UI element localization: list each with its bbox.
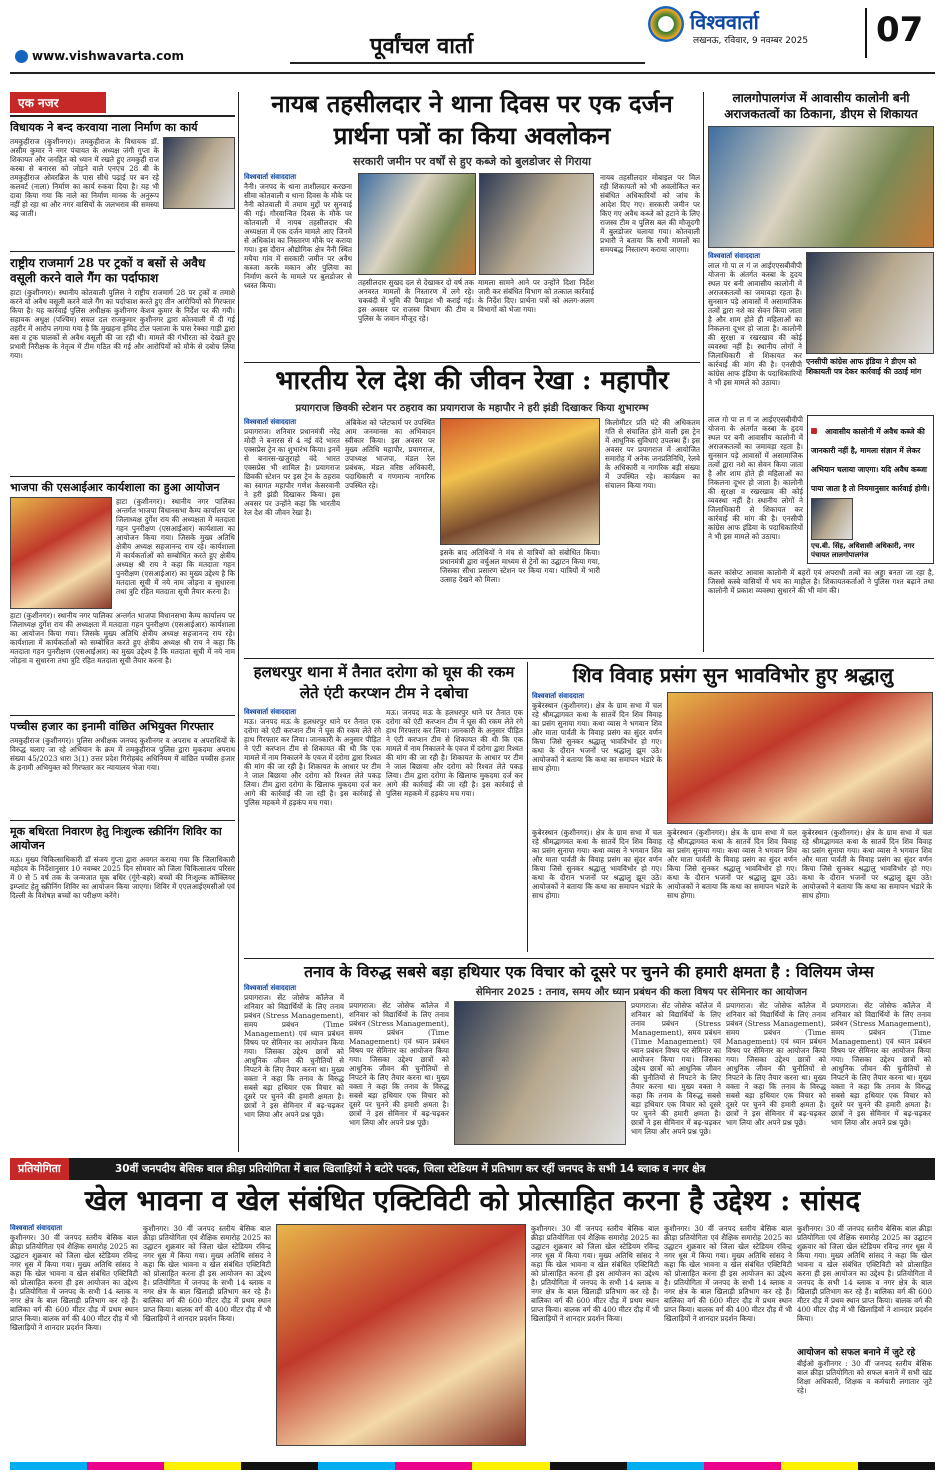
header-bottom-rule	[10, 72, 935, 74]
right-story-1	[708, 90, 934, 655]
story-body: कुबेरस्थान (कुशीनगर)। क्षेत्र के ग्राम सभा में चल रहे श्रीमद्भागवत कथा के सातवें दिन शिव विवाह का प्रसंग सुनाया गया। कथा व्यास ने भगवान शिव और माता पार्वती के विवाह प्रसंग का सुंदर वर्णन किया जिसे सुनकर श्रद्धालु भावविभोर हो गए। कथा के दौरान भजनों पर श्रद्धालु झूम उठे। आयोजकों ने बताया कि कथा का समापन भंडारे के साथ होगा।	[532, 701, 662, 773]
subhead: सेमिनार 2025 : तनाव, समय और ध्यान प्रबंधन की कला विषय पर सेमिनार का आयोजन	[475, 987, 808, 998]
header	[0, 0, 945, 76]
quote-by: एच.बी. सिंह, अधिशासी अधिकारी, नगर पंचायत लालगोपालगंज	[811, 542, 915, 559]
story-body-cont: प्रयागराज। सेंट जोसेफ कॉलेज में शनिवार को विद्यार्थियों के लिए तनाव प्रबंधन (Stress Management), समय प्रबंधन (Time Management) एवं ध्यान प्रबंधन विषय पर सेमिनार का आयोजन किया गया। जिसका उद्देश्य छात्रों को आधुनिक जीवन की चुनौतियों से निपटने के लिए तैयार करना था। मुख्य वक्ता ने कहा कि तनाव के विरुद्ध सबसे बड़ा हथियार एक विचार को दूसरे पर चुनने की हमारी क्षमता है। छात्रों ने इस सेमिनार में बढ़-चढ़कर भाग लिया और अपने प्रश्न पूछे।	[349, 1001, 449, 1127]
byline: विश्ववार्ता संवाददाता	[532, 692, 585, 700]
railway-event-photo	[440, 418, 600, 545]
sports-banner-text: 30वीं जनपदीय बेसिक बाल क्रीड़ा प्रतियोगिता में बाल खिलाड़ियों ने बटोरे पदक, जिला स्टेडियम में प्रतिभाग कर रहीं जनपद के सभी 14 ब्लाक व नगर क्षेत्र	[115, 1163, 706, 1175]
ek-nazar-tag: एक नजर	[10, 92, 106, 113]
headline: शिव विवाह प्रसंग सुन भावविभोर हुए श्रद्धालु	[572, 663, 894, 687]
sports-banner	[10, 1158, 935, 1180]
story-body: इसके बाद अतिथियों ने मंच से यात्रियों को संबोधित किया। प्रधानमंत्री द्वारा वर्चुअल माध्यम से ट्रेनों का उद्घाटन किया गया, जिसका सीधा प्रसारण स्टेशन पर किया गया। यात्रियों में भारी उत्साह देखने को मिला।	[440, 548, 600, 584]
section-rule	[290, 62, 645, 64]
byline: विश्ववार्ता संवाददाता	[244, 984, 297, 992]
sports-event-photo	[276, 1224, 526, 1446]
story-body: किलोमीटर प्रति घंटे की अधिकतम गति से संचालित होने वाली इस ट्रेन में आधुनिक सुविधाएं उपलब्ध हैं। इस अवसर पर प्रयागराज में आयोजित समारोह में अनेक जनप्रतिनिधि, रेलवे के अधिकारी व नागरिक बड़ी संख्या में उपस्थित रहे। कार्यक्रम का संचालन किया गया।	[605, 418, 700, 490]
ek-nazar-column	[10, 92, 235, 1154]
story-body-cont: प्रयागराज। सेंट जोसेफ कॉलेज में शनिवार को विद्यार्थियों के लिए तनाव प्रबंधन (Stress Management), समय प्रबंधन (Time Management) एवं ध्यान प्रबंधन विषय पर सेमिनार का आयोजन किया गया। जिसका उद्देश्य छात्रों को आधुनिक जीवन की चुनौतियों से निपटने के लिए तैयार करना था। मुख्य वक्ता ने कहा कि तनाव के विरुद्ध सबसे बड़ा हथियार एक विचार को दूसरे पर चुनने की हमारी क्षमता है। छात्रों ने इस सेमिनार में बढ़-चढ़कर भाग लिया और अपने प्रश्न पूछे।	[726, 1001, 826, 1127]
headline: हलधरपुर थाना में तैनात दरोगा को घूस की रकम लेते एंटी करप्शन टीम ने दबोचा	[253, 663, 515, 702]
story-body: नैनी। जनपद के थाना ताशीलदार करछना सीमा कोतवाली व थाना दिवस के मौके पर नैनी कोतवाली में तमाम मुद्दों पर सुनवाई की गई। गौरवान्वित दिवस के मौके पर कोतवाली में नायब तहसीलदार की अध्यक्षता में एक दर्जन मामले आए जिनमें से अधिकांश का निस्तारण मौके पर कराया गया। इस दौरान औद्योगिक क्षेत्र नैनी स्थित मयैया गांव में सरकारी जमीन पर अवैध कब्जा करके मकान और पुलिया का निर्माण करने के मामले पर बुलडोजर से ध्वस्त किया।	[244, 182, 352, 290]
story-body: मऊ। जनपद मऊ के हलधरपुर थाने पर तैनात एक दरोगा को एंटी करप्शन टीम ने घूस की रकम लेते रंगे हाथ गिरफ्तार कर लिया। जानकारी के अनुसार पीड़ित ने एंटी करप्शन टीम से शिकायत की थी कि एक मामले में नाम निकालने के एवज में दरोगा द्वारा रिश्वत की मांग की जा रही है। शिकायत के आधार पर टीम ने जाल बिछाया और दरोगा को रिश्वत लेते पकड़ लिया। टीम द्वारा दरोगा के खिलाफ मुकदमा दर्ज कर आगे की कार्रवाई की जा रही है। इस कार्रवाई से पुलिस महकमे में हड़कंप मच गया।	[244, 717, 381, 807]
story-body-cont: प्रयागराज। सेंट जोसेफ कॉलेज में शनिवार को विद्यार्थियों के लिए तनाव प्रबंधन (Stress Management), समय प्रबंधन (Time Management) एवं ध्यान प्रबंधन विषय पर सेमिनार का आयोजन किया गया। जिसका उद्देश्य छात्रों को आधुनिक जीवन की चुनौतियों से निपटने के लिए तैयार करना था। मुख्य वक्ता ने कहा कि तनाव के विरुद्ध सबसे बड़ा हथियार एक विचार को दूसरे पर चुनने की हमारी क्षमता है। छात्रों ने इस सेमिनार में बढ़-चढ़कर भाग लिया और अपने प्रश्न पूछे।	[831, 1001, 931, 1127]
headline: भारतीय रेल देश की जीवन रेखा : महापौर	[275, 366, 669, 396]
story-body: तमकुहीराज (कुशीनगर)। पुलिस अधीक्षक जनपद कुशीनगर व अपराध व अपराधियों के विरुद्ध चलाए जा रहे अभियान के क्रम में तमकुहीराज पुलिस द्वारा मुकदमा अपराध संख्या 45/2023 धारा 3(1) उत्तर प्रदेश गिरोहबंद अधिनियम में वांछित पच्चीस हजार के इनामी अभियुक्त को गिरफ्तार कर न्यायालय भेजा गया।	[10, 736, 235, 772]
sub-heading: आयोजन को सफल बनाने में जुटे रहे	[797, 1348, 916, 1358]
page-number: 07	[876, 10, 924, 50]
story-title: विधायक ने बन्द करवाया नाला निर्माण का कार्य	[10, 121, 198, 134]
byline: विश्ववार्ता संवाददाता	[708, 252, 761, 260]
photo-caption: एनसीपी कांग्रेस आफ इंडिया ने डीएम को शिकायती पत्र देकर कार्रवाई की उठाई मांग	[806, 357, 922, 376]
colony-photo	[708, 126, 934, 248]
section-title: पूर्वांचल वार्ता	[370, 33, 474, 59]
main-story-3	[244, 662, 524, 958]
story-body-cont: मऊ। जनपद मऊ के हलधरपुर थाने पर तैनात एक दरोगा को एंटी करप्शन टीम ने घूस की रकम लेते रंगे हाथ गिरफ्तार कर लिया। जानकारी के अनुसार पीड़ित ने एंटी करप्शन टीम से शिकायत की थी कि एक मामले में नाम निकालने के एवज में दरोगा द्वारा रिश्वत की मांग की जा रही है। शिकायत के आधार पर टीम ने जाल बिछाया और दरोगा को रिश्वत लेते पकड़ लिया। टीम द्वारा दरोगा के खिलाफ मुकदमा दर्ज कर आगे की कार्रवाई की जा रही है। इस कार्रवाई से पुलिस महकमे में हड़कंप मच गया।	[386, 708, 523, 798]
story-body: मऊ। मुख्य चिकित्साधिकारी डॉ संजय गुप्ता द्वारा अवगत कराया गया कि जिलाधिकारी महोदय के निर्देशानुसार 10 नवम्बर 2025 दिन सोमवार को जिला चिकित्सालय परिसर में 0 से 5 वर्ष तक के जन्मजात मूक बधिर (गूंगे-बहरे) बच्चों की निःशुल्क कॉक्लियर इम्प्लांट हेतु स्क्रीनिंग शिविर का आयोजन किया जाएगा। शिविर में एएलआईएमसीओ एवं दिल्ली के विशेषज्ञ बच्चों का परीक्षण करेंगे।	[10, 855, 235, 900]
story-title: राष्ट्रीय राजमार्ग 28 पर ट्रकों व बसों से अवैध वसूली करने वाले गैंग का पर्दाफाश	[10, 256, 206, 285]
mla-photo	[163, 137, 235, 209]
headline: लालगोपालगंज में आवासीय कालोनी बनी अराजकतत्वों का ठिकाना, डीएम से शिकायत	[724, 91, 918, 121]
story-body: कलर कांसेप्ट आवास कालोनी में बहरों एवं अपराधी तत्वों का अड्डा बनता जा रहा है, जिससे कस्बे वासियों में भय का माहौल है। शिकायतकर्ताओं ने पुलिस गश्त बढ़ाने तथा कालोनी में प्रकाश व्यवस्था सुधारने की भी मांग की।	[708, 568, 934, 595]
story-body: हाटा (कुशीनगर)। स्थानीय नगर पालिका अन्तर्गत भाजपा विधानसभा कैम्प कार्यालय पर जिलाध्यक्ष दुर्गेश राय की अध्यक्षता में मतदाता गहन पुनरीक्षण (एसआईआर) कार्यशाला का आयोजन किया गया। जिसके मुख्य अतिथि क्षेत्रीय अध्यक्ष सहजानन्द राय रहे। कार्यशाला में कार्यकर्ताओं को सम्बोधित करते हुए क्षेत्रीय अध्यक्ष श्री राय ने कहा कि मतदाता गहन पुनरीक्षण (एसआईआर) का मुख्य उद्देश्य है कि मतदाता सूची में नये नाम जोड़ना व सुधारना तथा त्रुटि रहित मतदाता सूची तैयार करना है।	[116, 497, 235, 596]
story-body-cont: कुशीनगर। 30 वीं जनपद स्तरीय बेसिक बाल क्रीड़ा प्रतियोगिता एवं शैक्षिक समारोह 2025 का उद्घाटन शुक्रवार को जिला खेल स्टेडियम रविन्द्र नगर धूस में किया गया। मुख्य अतिथि सांसद ने कहा कि खेल भावना व खेल संबंधित एक्टिविटी को प्रोत्साहित करना ही इस आयोजन का उद्देश्य है। प्रतियोगिता में जनपद के सभी 14 ब्लाक व नगर क्षेत्र के बाल खिलाड़ी प्रतिभाग कर रहे हैं। बालिका वर्ग की 600 मीटर दौड़ में प्रथम स्थान प्राप्त किया। बालक वर्ग की 400 मीटर दौड़ में भी खिलाड़ियों ने शानदार प्रदर्शन किया।	[531, 1224, 659, 1323]
story-body-cont: लाल गो पा ल गं ज आईएएसबीवीपी योजना के अंतर्गत कस्बा के हृदय स्थल पर बनी आवासीय कालोनी में अराजकतत्वों का जमावड़ा रहता है। सुनसान पड़े आवासों में असामाजिक तत्वों द्वारा नशे का सेवन किया जाता है और शाम होते ही महिलाओं का निकलना दूभर हो जाता है। कालोनी की सुरक्षा व रखरखाव की कोई व्यवस्था नहीं है। स्थानीय लोगों ने जिलाधिकारी से शिकायत कर कार्रवाई की मांग की है। एनसीपी कांग्रेस आफ इंडिया के पदाधिकारियों ने भी इस मामले को उठाया।	[708, 415, 803, 541]
official-photo	[811, 498, 853, 540]
katha-photo	[667, 692, 933, 824]
story-body-cont: प्रयागराज। सेंट जोसेफ कॉलेज में शनिवार को विद्यार्थियों के लिए तनाव प्रबंधन (Stress Management), समय प्रबंधन (Time Management) एवं ध्यान प्रबंधन विषय पर सेमिनार का आयोजन किया गया। जिसका उद्देश्य छात्रों को आधुनिक जीवन की चुनौतियों से निपटने के लिए तैयार करना था। मुख्य वक्ता ने कहा कि तनाव के विरुद्ध सबसे बड़ा हथियार एक विचार को दूसरे पर चुनने की हमारी क्षमता है। छात्रों ने इस सेमिनार में बढ़-चढ़कर भाग लिया और अपने प्रश्न पूछे।	[631, 1001, 721, 1136]
byline: विश्ववार्ता संवाददाता	[10, 1224, 63, 1232]
workshop-photo	[10, 497, 112, 609]
story-title: पच्चीस हजार का इनामी वांछित अभियुक्त गिरफ्तार	[10, 720, 214, 733]
story-body: प्रयागराज। शनिवार प्रधानमंत्री नरेंद्र मोदी ने बनारस से 4 नई वंदे भारत एक्सप्रेस ट्रेन का शुभारंभ किया। इनमें से बनारस-खजुराहो वंदे भारत एक्सप्रेस भी शामिल है। प्रयागराज छिवकी स्टेशन पर इस ट्रेन के ठहराव का स्वागत महापौर गणेश केसरवानी ने हरी झंडी दिखाकर किया। इस अवसर पर उन्होंने कहा कि भारतीय रेल देश की जीवन रेखा है।	[244, 427, 340, 517]
brand-name: विश्ववार्ता	[690, 10, 759, 34]
brand-logo-icon	[648, 6, 684, 42]
story-body: कुशीनगर। 30 वीं जनपद स्तरीय बेसिक बाल क्रीड़ा प्रतियोगिता एवं शैक्षिक समारोह 2025 का उद्घाटन शुक्रवार को जिला खेल स्टेडियम रविन्द्र नगर धूस में किया गया। मुख्य अतिथि सांसद ने कहा कि खेल भावना व खेल संबंधित एक्टिविटी को प्रोत्साहित करना ही इस आयोजन का उद्देश्य है। प्रतियोगिता में जनपद के सभी 14 ब्लाक व नगर क्षेत्र के बाल खिलाड़ी प्रतिभाग कर रहे हैं। बालिका वर्ग की 600 मीटर दौड़ में प्रथम स्थान प्राप्त किया। बालक वर्ग की 400 मीटर दौड़ में भी खिलाड़ियों ने शानदार प्रदर्शन किया।	[10, 1233, 138, 1332]
story-body: तमकुहीराज (कुशीनगर)। तमकुहीराज के विधायक डॉ. असीम कुमार ने नगर पंचायत के अध्यक्ष जंगी गुप्ता के शिकायत और जनहित को ध्यान में रखते हुए तमकुही राज कस्बा से बनारस को जोड़ने वाले एनएच 28 बी के तमकुहीराज ओवरब्रिज के पास सीधे पढ़ाई पर बन रहे कलवर्ट (नाला) निर्माण का कार्य रुकवा दिया है। यह भी दावा किया गया कि नाले का निर्माण मानक के अनुरूप नहीं हो रहा था और नगर वासियों के जलभराव की समस्या बढ़ जाती।	[10, 137, 159, 218]
sports-story	[10, 1224, 935, 1454]
subhead: प्रयागराज छिवकी स्टेशन पर ठहराव का प्रयागराज के महापौर ने हरी झंडी दिखाकर किया शुभारम्भ	[295, 403, 649, 414]
story-body-cont: कुशीनगर। 30 वीं जनपद स्तरीय बेसिक बाल क्रीड़ा प्रतियोगिता एवं शैक्षिक समारोह 2025 का उद्घाटन शुक्रवार को जिला खेल स्टेडियम रविन्द्र नगर धूस में किया गया। मुख्य अतिथि सांसद ने कहा कि खेल भावना व खेल संबंधित एक्टिविटी को प्रोत्साहित करना ही इस आयोजन का उद्देश्य है। प्रतियोगिता में जनपद के सभी 14 ब्लाक व नगर क्षेत्र के बाल खिलाड़ी प्रतिभाग कर रहे हैं। बालिका वर्ग की 600 मीटर दौड़ में प्रथम स्थान प्राप्त किया। बालक वर्ग की 400 मीटर दौड़ में भी खिलाड़ियों ने शानदार प्रदर्शन किया।	[664, 1224, 792, 1323]
story-body-cont: कुबेरस्थान (कुशीनगर)। क्षेत्र के ग्राम सभा में चल रहे श्रीमद्भागवत कथा के सातवें दिन शिव विवाह का प्रसंग सुनाया गया। कथा व्यास ने भगवान शिव और माता पार्वती के विवाह प्रसंग का सुंदर वर्णन किया जिसे सुनकर श्रद्धालु भावविभोर हो गए। कथा के दौरान भजनों पर श्रद्धालु झूम उठे। आयोजकों ने बताया कि कथा का समापन भंडारे के साथ होगा।	[532, 828, 662, 900]
story-body: हाटा (कुशीनगर)। स्थानीय कोतवाली पुलिस ने राष्ट्रीय राजमार्ग 28 पर ट्रकों व तमाशे करने वो अवैध वसूली करने वाले गैंग का पर्दाफाश करते हुए तीन आरोपियों को गिरफ्तार किया है। यह कार्रवाई पुलिस अधीक्षक कुशीनगर केशव कुमार के निर्देश पर की गयी। सहायक अधुक्ष (पश्चिम) सचल दल राजकुमार कुशीनगर द्वारा कोतवाली में दी गई तहरीर में आरोप लगाया गया है कि मुखहना हमिद टोल पलाजा के पास रेक्का गाड़ी द्वारा बस व ट्रक चालकों से अवैध वसूली की जा रही थी। मामले की गंभीरता को देखते हुए प्रभारी निरीक्षक के नेतृत्व में टीम गठित की गई और आरोपियों को मौके से दबोच लिया गया।	[10, 288, 235, 360]
main-story-5	[244, 962, 934, 1154]
sports-tag: प्रतियोगिता	[10, 1158, 69, 1180]
story-body-cont: कुबेरस्थान (कुशीनगर)। क्षेत्र के ग्राम सभा में चल रहे श्रीमद्भागवत कथा के सातवें दिन शिव विवाह का प्रसंग सुनाया गया। कथा व्यास ने भगवान शिव और माता पार्वती के विवाह प्रसंग का सुंदर वर्णन किया जिसे सुनकर श्रद्धालु भावविभोर हो गए। कथा के दौरान भजनों पर श्रद्धालु झूम उठे। आयोजकों ने बताया कि कथा का समापन भंडारे के साथ होगा।	[802, 828, 932, 900]
header-divider	[865, 8, 867, 58]
headline: तनाव के विरुद्ध सबसे बड़ा हथियार एक विचार को दूसरे पर चुनने की हमारी क्षमता है : विलियम जेम्स	[304, 962, 874, 981]
quote-marker-icon	[811, 428, 817, 434]
story-title: भाजपा की एसआईआर कार्यशाला का हुआ आयोजन	[10, 481, 220, 494]
headline: नायब तहसीलदार ने थाना दिवस पर एक दर्जन प्रार्थना पत्रों का किया अवलोकन	[271, 89, 673, 150]
sports-headline: खेल भावना व खेल संबंधित एक्टिविटी को प्रोत्साहित करना है उद्देश्य : सांसद	[84, 1184, 861, 1217]
globe-icon	[15, 50, 28, 63]
story-body: तहसीलदार सुखद दल से देखाकर दो वर्ष तक अनवरत मामलों के निस्तारण में लगे रहे। चकबंदी में भूमि की पैमाइश भी कराई गई। इस अवसर पर राजस्व विभाग की टीम व पुलिस के जवान मौजूद रहे।	[358, 278, 474, 323]
story-body: अंबिकेश को प्लेटफार्म पर उपस्थित आम जनमानस का अभिवादन स्वीकार किया। इस अवसर पर मुख्य अतिथि महापौर, प्रयागराज, उपाध्यक्ष भाजपा, मंडल रेल प्रबंधक, मंडल वरिष्ठ अधिकारी, पदाधिकारी व गणमान्य नागरिक उपस्थित रहे।	[345, 418, 435, 490]
main-story-1	[244, 88, 700, 356]
story-title: मूक बधिरता निवारण हेतु निःशुल्क स्क्रीनिंग शिविर का आयोजन	[10, 825, 222, 852]
bulldozer-photo	[358, 173, 476, 275]
main-story-2	[244, 364, 700, 654]
official-quote: आवासीय कालोनी में अवैध कब्जे की जानकारी नहीं है, मामला संज्ञान में लेकर अभियान चलाया जाएगा। यदि अवैध कब्जा पाया जाता है तो नियमानुसार कार्रवाई होगी।	[811, 427, 930, 493]
story-body-cont: कुशीनगर। 30 वीं जनपद स्तरीय बेसिक बाल क्रीड़ा प्रतियोगिता एवं शैक्षिक समारोह 2025 का उद्घाटन शुक्रवार को जिला खेल स्टेडियम रविन्द्र नगर धूस में किया गया। मुख्य अतिथि सांसद ने कहा कि खेल भावना व खेल संबंधित एक्टिविटी को प्रोत्साहित करना ही इस आयोजन का उद्देश्य है। प्रतियोगिता में जनपद के सभी 14 ब्लाक व नगर क्षेत्र के बाल खिलाड़ी प्रतिभाग कर रहे हैं। बालिका वर्ग की 600 मीटर दौड़ में प्रथम स्थान प्राप्त किया। बालक वर्ग की 400 मीटर दौड़ में भी खिलाड़ियों ने शानदार प्रदर्शन किया।	[143, 1224, 271, 1323]
place-date: लखनऊ, रविवार, 9 नवम्बर 2025	[693, 36, 809, 46]
story-body-cont: हाटा (कुशीनगर)। स्थानीय नगर पालिका अन्तर्गत भाजपा विधानसभा कैम्प कार्यालय पर जिलाध्यक्ष दुर्गेश राय की अध्यक्षता में मतदाता गहन पुनरीक्षण (एसआईआर) कार्यशाला का आयोजन किया गया। जिसके मुख्य अतिथि क्षेत्रीय अध्यक्ष सहजानन्द राय रहे। कार्यशाला में कार्यकर्ताओं को सम्बोधित करते हुए क्षेत्रीय अध्यक्ष श्री राय ने कहा कि मतदाता गहन पुनरीक्षण (एसआईआर) का मुख्य उद्देश्य है कि मतदाता सूची में नये नाम जोड़ना व सुधारना तथा त्रुटि रहित मतदाता सूची तैयार करना है।	[10, 611, 235, 665]
story-body-cont: कुशीनगर। 30 वीं जनपद स्तरीय बेसिक बाल क्रीड़ा प्रतियोगिता एवं शैक्षिक समारोह 2025 का उद्घाटन शुक्रवार को जिला खेल स्टेडियम रविन्द्र नगर धूस में किया गया। मुख्य अतिथि सांसद ने कहा कि खेल भावना व खेल संबंधित एक्टिविटी को प्रोत्साहित करना ही इस आयोजन का उद्देश्य है। प्रतियोगिता में जनपद के सभी 14 ब्लाक व नगर क्षेत्र के बाल खिलाड़ी प्रतिभाग कर रहे हैं। बालिका वर्ग की 600 मीटर दौड़ में प्रथम स्थान प्राप्त किया। बालक वर्ग की 400 मीटर दौड़ में भी खिलाड़ियों ने शानदार प्रदर्शन किया।	[797, 1224, 932, 1323]
story-body: लाल गो पा ल गं ज आईएएसबीवीपी योजना के अंतर्गत कस्बा के हृदय स्थल पर बनी आवासीय कालोनी में अराजकतत्वों का जमावड़ा रहता है। सुनसान पड़े आवासों में असामाजिक तत्वों द्वारा नशे का सेवन किया जाता है और शाम होते ही महिलाओं का निकलना दूभर हो जाता है। कालोनी की सुरक्षा व रखरखाव की कोई व्यवस्था नहीं है। स्थानीय लोगों ने जिलाधिकारी से शिकायत कर कार्रवाई की मांग की है। एनसीपी कांग्रेस आफ इंडिया के पदाधिकारियों ने भी इस मामले को उठाया।	[708, 261, 802, 387]
story-body: बीईओ कुशीनगर : 30 वीं जनपद स्तरीय बेसिक बाल क्रीड़ा प्रतियोगिता को सफल बनाने में सभी खंड शिक्षा अधिकारी, शिक्षक व कर्मचारी लगातार जुटे रहे।	[797, 1359, 932, 1395]
byline: विश्ववार्ता संवाददाता	[244, 173, 297, 181]
color-registration-bar	[10, 1462, 935, 1470]
website-url[interactable]: www.vishwavarta.com	[32, 49, 184, 63]
byline: विश्ववार्ता संवाददाता	[244, 418, 297, 426]
story-body: प्रयागराज। सेंट जोसेफ कॉलेज में शनिवार को विद्यार्थियों के लिए तनाव प्रबंधन (Stress Management), समय प्रबंधन (Time Management) एवं ध्यान प्रबंधन विषय पर सेमिनार का आयोजन किया गया। जिसका उद्देश्य छात्रों को आधुनिक जीवन की चुनौतियों से निपटने के लिए तैयार करना था। मुख्य वक्ता ने कहा कि तनाव के विरुद्ध सबसे बड़ा हथियार एक विचार को दूसरे पर चुनने की हमारी क्षमता है। छात्रों ने इस सेमिनार में बढ़-चढ़कर भाग लिया और अपने प्रश्न पूछे।	[244, 993, 344, 1119]
story-body-cont: कुबेरस्थान (कुशीनगर)। क्षेत्र के ग्राम सभा में चल रहे श्रीमद्भागवत कथा के सातवें दिन शिव विवाह का प्रसंग सुनाया गया। कथा व्यास ने भगवान शिव और माता पार्वती के विवाह प्रसंग का सुंदर वर्णन किया जिसे सुनकर श्रद्धालु भावविभोर हो गए। कथा के दौरान भजनों पर श्रद्धालु झूम उठे। आयोजकों ने बताया कि कथा का समापन भंडारे के साथ होगा।	[667, 828, 797, 900]
byline: विश्ववार्ता संवाददाता	[244, 708, 297, 716]
seminar-photo	[454, 1001, 626, 1145]
story-body: नायब तहसीलदार मोबाइल पर मिल रही शिकायतों को भी अवलोकित कर संबंधित अधिकारियों को जांच के आदेश दिए गए। सरकारी जमीन पर किए गए अवैध कब्जे को हटाने के लिए राजस्व टीम व पुलिस बल की मौजूदगी में बुलडोजर चलाया गया। कोतवाली प्रभारी ने बताया कि सभी मामलों का समयबद्ध निस्तारण कराया जाएगा।	[600, 173, 700, 254]
main-story-4	[532, 662, 934, 958]
street-photo	[806, 252, 934, 354]
story-body: मामला सामने आने पर उन्होंने दिशा निर्देश जारी कर संबंधित विभाग को तत्काल कार्रवाई के निर्देश दिए। प्रार्थना पत्रों को अलग-अलग विभागों को भेजा गया।	[478, 278, 594, 314]
subhead: सरकारी जमीन पर वर्षों से हुए कब्जे को बुलडोजर से गिराया	[352, 155, 592, 168]
meeting-photo	[479, 173, 594, 275]
